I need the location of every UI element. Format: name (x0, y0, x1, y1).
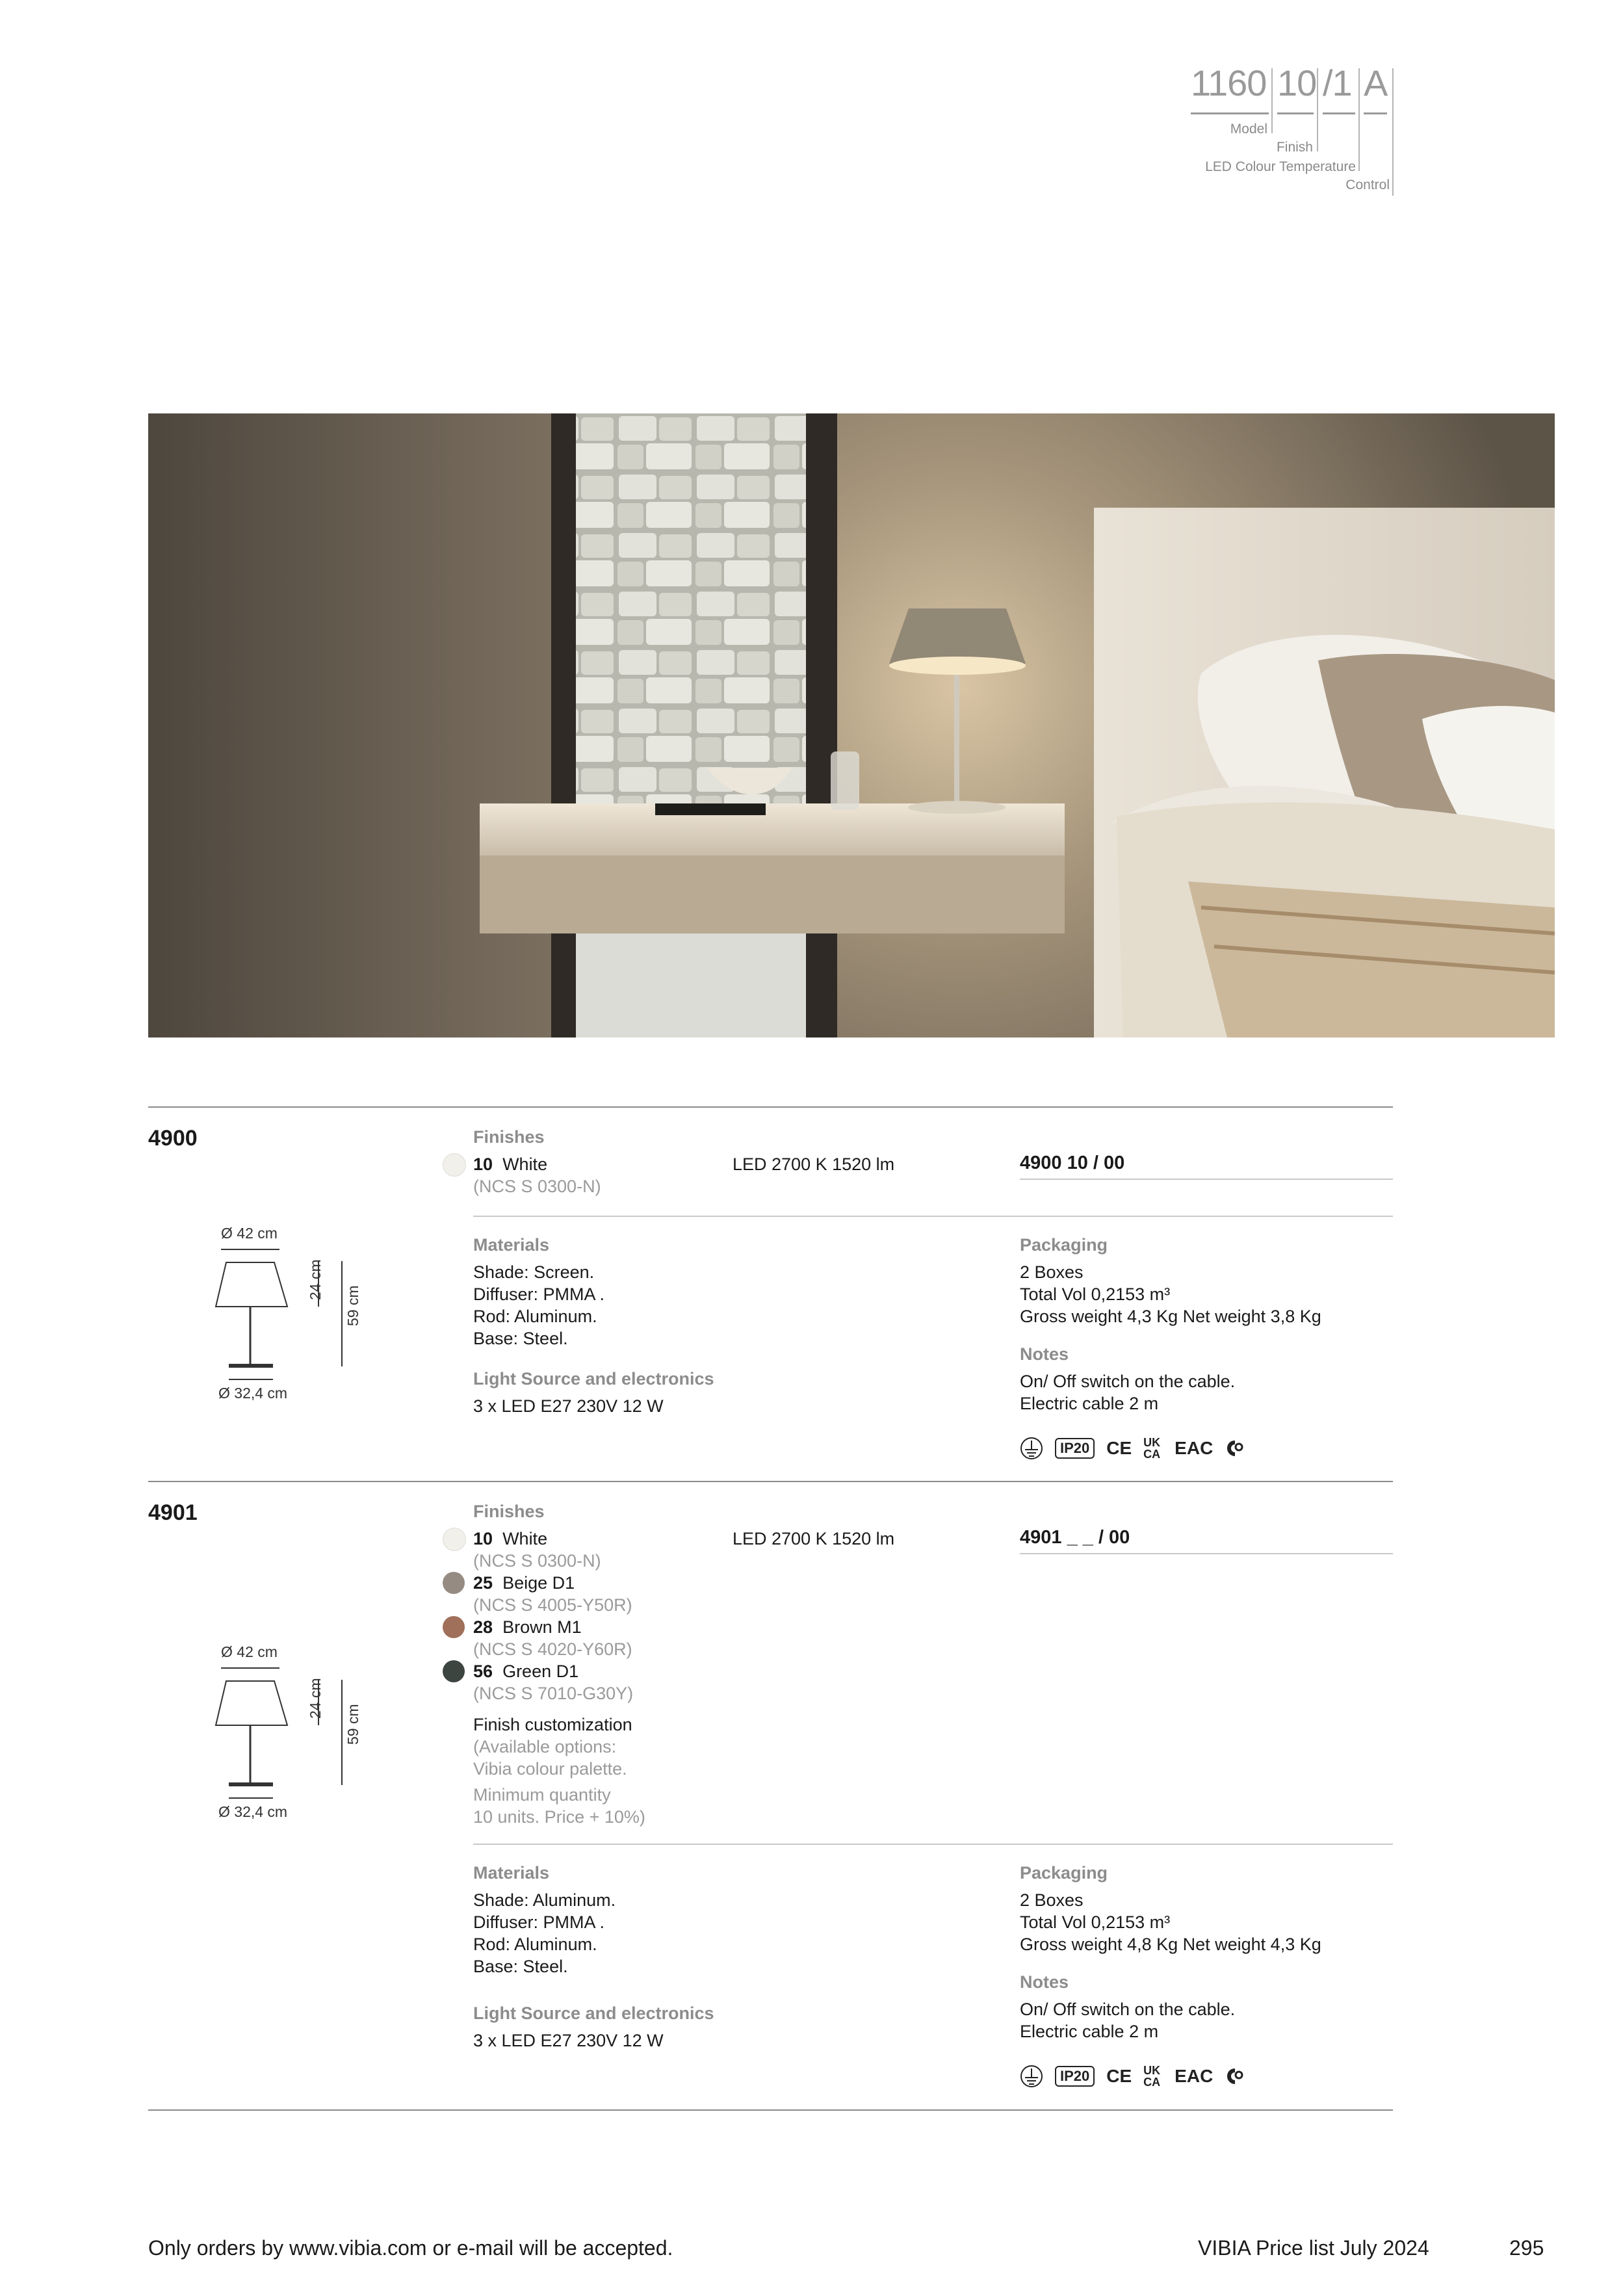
dim-total-height: 59 cm (344, 1704, 361, 1745)
packaging-line: Gross weight 4,3 Kg Net weight 3,8 Kg (1020, 1307, 1321, 1326)
material-line: Diffuser: PMMA . (473, 1285, 605, 1304)
materials-heading: Materials (473, 1235, 550, 1255)
ce-mark-icon: CE (1106, 2066, 1132, 2086)
customization-note: Vibia colour palette. (473, 1759, 627, 1779)
notes-heading: Notes (1020, 1344, 1069, 1364)
code-legend (1157, 62, 1397, 198)
material-line: Shade: Aluminum. (473, 1890, 616, 1910)
model-number: 4901 (148, 1500, 198, 1525)
packaging-line: 2 Boxes (1020, 1262, 1084, 1282)
certification-icons (1020, 2062, 1245, 2091)
finish-item: 28 Brown M1 (473, 1617, 582, 1637)
note-line: On/ Off switch on the cable. (1020, 1372, 1236, 1391)
dim-base-diameter: Ø 32,4 cm (218, 1385, 288, 1402)
legend-label-finish: Finish (1276, 140, 1313, 155)
earth-ground-icon (1020, 1437, 1043, 1460)
packaging-heading: Packaging (1020, 1235, 1108, 1255)
footer-price-list: VIBIA Price list July 2024 (1198, 2236, 1429, 2260)
light-source-heading: Light Source and electronics (473, 2003, 714, 2023)
finish-swatch (443, 1528, 466, 1551)
led-spec: LED 2700 K 1520 lm (733, 1155, 895, 1174)
finish-swatch (443, 1572, 465, 1594)
legend-label-model: Model (1230, 122, 1267, 137)
finish-item: 10 White (473, 1155, 548, 1174)
finish-ncs: (NCS S 7010-G30Y) (473, 1684, 634, 1703)
materials-heading: Materials (473, 1863, 550, 1883)
legend-label-led: LED Colour Temperature (1205, 159, 1356, 174)
dim-shade-height: 24 cm (307, 1678, 324, 1719)
minimum-quantity: 10 units. Price + 10%) (473, 1807, 645, 1827)
material-line: Diffuser: PMMA . (473, 1912, 605, 1932)
packaging-heading: Packaging (1020, 1863, 1108, 1883)
eac-mark-icon: EAC (1175, 1438, 1214, 1458)
finish-ncs: (NCS S 4005-Y50R) (473, 1595, 632, 1615)
finish-ncs: (NCS S 0300-N) (473, 1551, 601, 1571)
ukca-mark-icon: UK CA (1143, 2064, 1161, 2089)
customization-note: (Available options: (473, 1737, 617, 1756)
code-control-digits: A (1364, 62, 1388, 103)
dim-base-diameter: Ø 32,4 cm (218, 1803, 288, 1820)
ukca-mark-icon: UK CA (1143, 1436, 1161, 1461)
finish-ncs: (NCS S 0300-N) (473, 1177, 601, 1196)
material-line: Rod: Aluminum. (473, 1935, 597, 1954)
led-spec: LED 2700 K 1520 lm (733, 1529, 895, 1548)
minimum-quantity: Minimum quantity (473, 1785, 611, 1805)
finish-ncs: (NCS S 4020-Y60R) (473, 1639, 632, 1659)
finishes-heading: Finishes (473, 1127, 545, 1147)
packaging-line: Total Vol 0,2153 m³ (1020, 1285, 1171, 1304)
light-source: 3 x LED E27 230V 12 W (473, 2031, 664, 2050)
code-finish-digits: 10 (1277, 62, 1317, 103)
finish-swatch (443, 1153, 466, 1177)
model-number: 4900 (148, 1126, 198, 1151)
dim-shade-height: 24 cm (307, 1259, 324, 1300)
bedroom-lamp-photo (148, 413, 1555, 1037)
product-code: 4900 10 / 00 (1020, 1153, 1125, 1173)
note-line: Electric cable 2 m (1020, 2022, 1159, 2041)
dim-top-diameter: Ø 42 cm (221, 1643, 278, 1660)
ce-mark-icon: CE (1106, 1438, 1132, 1458)
finish-customization: Finish customization (473, 1715, 632, 1734)
legend-label-control: Control (1345, 177, 1390, 192)
packaging-line: Total Vol 0,2153 m³ (1020, 1912, 1171, 1932)
finish-item: 10 White (473, 1529, 548, 1548)
packaging-line: 2 Boxes (1020, 1890, 1084, 1910)
earth-ground-icon (1020, 2065, 1043, 2088)
dimension-drawing (208, 1222, 377, 1404)
certification-icons (1020, 1434, 1245, 1463)
code-model-digits: 1160 (1191, 62, 1267, 103)
finish-item: 25 Beige D1 (473, 1573, 575, 1593)
note-line: On/ Off switch on the cable. (1020, 2000, 1236, 2019)
light-source-heading: Light Source and electronics (473, 1369, 714, 1389)
recycle-icon (1225, 1438, 1245, 1459)
finish-item: 56 Green D1 (473, 1662, 579, 1681)
note-line: Electric cable 2 m (1020, 1394, 1159, 1413)
ip-rating-badge: IP20 (1055, 1438, 1095, 1459)
page-number: 295 (1509, 2236, 1544, 2260)
light-source: 3 x LED E27 230V 12 W (473, 1396, 664, 1416)
dim-top-diameter: Ø 42 cm (221, 1225, 278, 1242)
notes-heading: Notes (1020, 1972, 1069, 1992)
packaging-line: Gross weight 4,8 Kg Net weight 4,3 Kg (1020, 1935, 1321, 1954)
footer-order-note: Only orders by www.vibia.com or e-mail will be accepted. (148, 2236, 673, 2260)
dimension-drawing (208, 1641, 377, 1823)
product-code: 4901 _ _ / 00 (1020, 1527, 1130, 1548)
recycle-icon (1225, 2066, 1245, 2087)
finish-swatch (443, 1616, 465, 1638)
ip-rating-badge: IP20 (1055, 2066, 1095, 2087)
code-led-digits: /1 (1323, 62, 1352, 103)
finish-swatch (443, 1660, 465, 1682)
finishes-heading: Finishes (473, 1502, 545, 1521)
material-line: Shade: Screen. (473, 1262, 595, 1282)
eac-mark-icon: EAC (1175, 2066, 1214, 2086)
material-line: Rod: Aluminum. (473, 1307, 597, 1326)
dim-total-height: 59 cm (344, 1285, 361, 1326)
material-line: Base: Steel. (473, 1957, 568, 1976)
material-line: Base: Steel. (473, 1329, 568, 1348)
